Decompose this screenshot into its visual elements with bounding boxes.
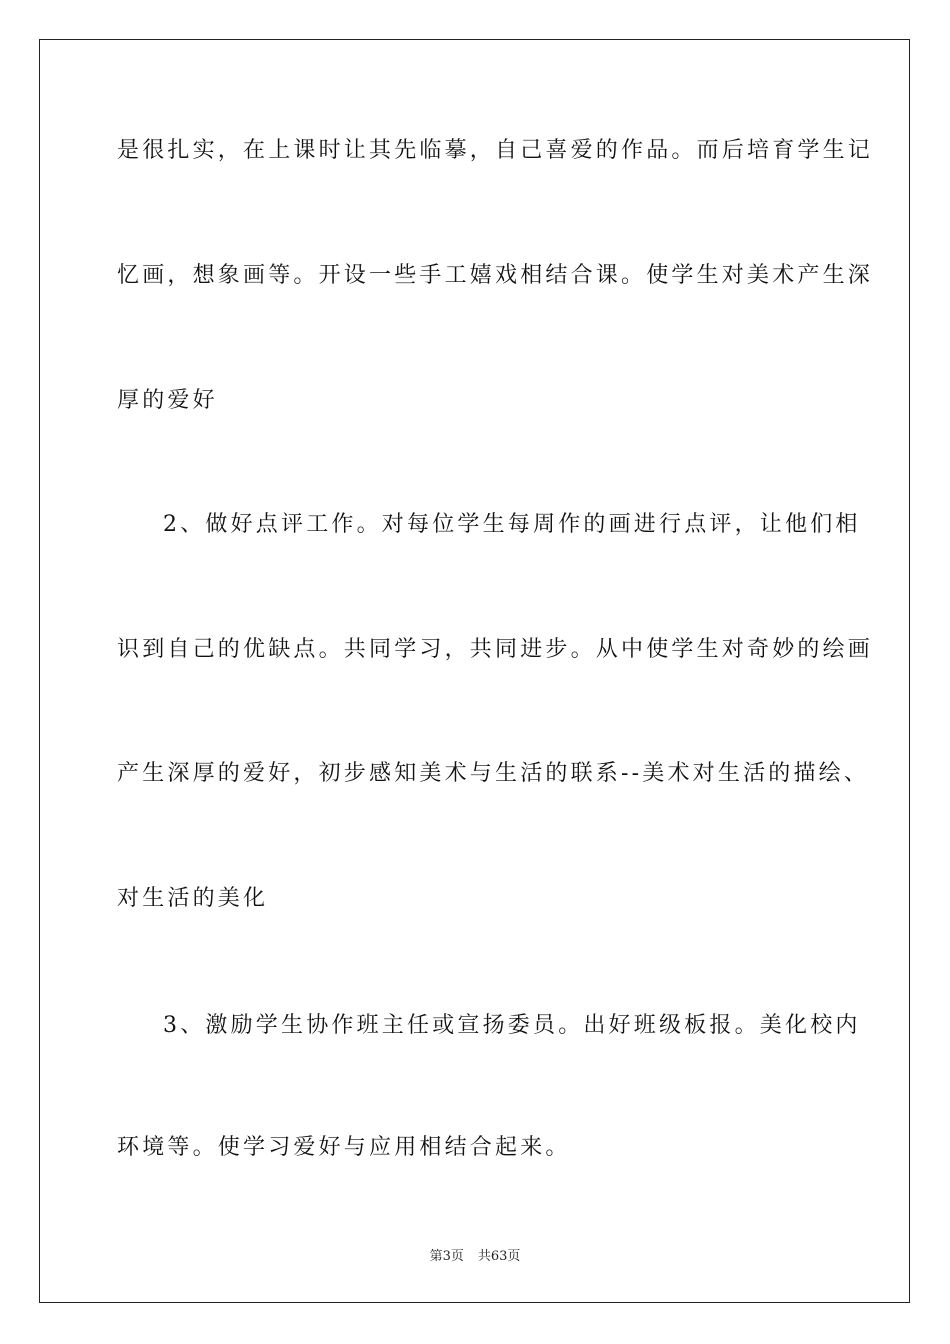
paragraph-1-line-3: 厚的爱好: [117, 388, 218, 413]
paragraph-2-line-1: 2、做好点评工作。对每位学生每周作的画进行点评，让他们相: [163, 512, 861, 537]
paragraph-2-line-2: 识到自己的优缺点。共同学习，共同进步。从中使学生对奇妙的绘画: [117, 637, 874, 662]
paragraph-3-line-2: 环境等。使学习爱好与应用相结合起来。: [117, 1135, 571, 1160]
page-total: 共63页: [477, 1249, 521, 1264]
page-number: 第3页: [429, 1249, 464, 1264]
page-border: [39, 39, 910, 1303]
page-footer: [0, 1248, 950, 1266]
paragraph-2-line-3: 产生深厚的爱好，初步感知美术与生活的联系--美术对生活的描绘、: [117, 761, 870, 786]
paragraph-2-line-4: 对生活的美化: [117, 886, 269, 911]
paragraph-3-line-1: 3、激励学生协作班主任或宣扬委员。出好班级板报。美化校内: [163, 1013, 861, 1038]
paragraph-1-line-2: 忆画，想象画等。开设一些手工嬉戏相结合课。使学生对美术产生深: [117, 263, 874, 288]
paragraph-1-line-1: 是很扎实，在上课时让其先临摹，自己喜爱的作品。而后培育学生记: [117, 138, 874, 163]
